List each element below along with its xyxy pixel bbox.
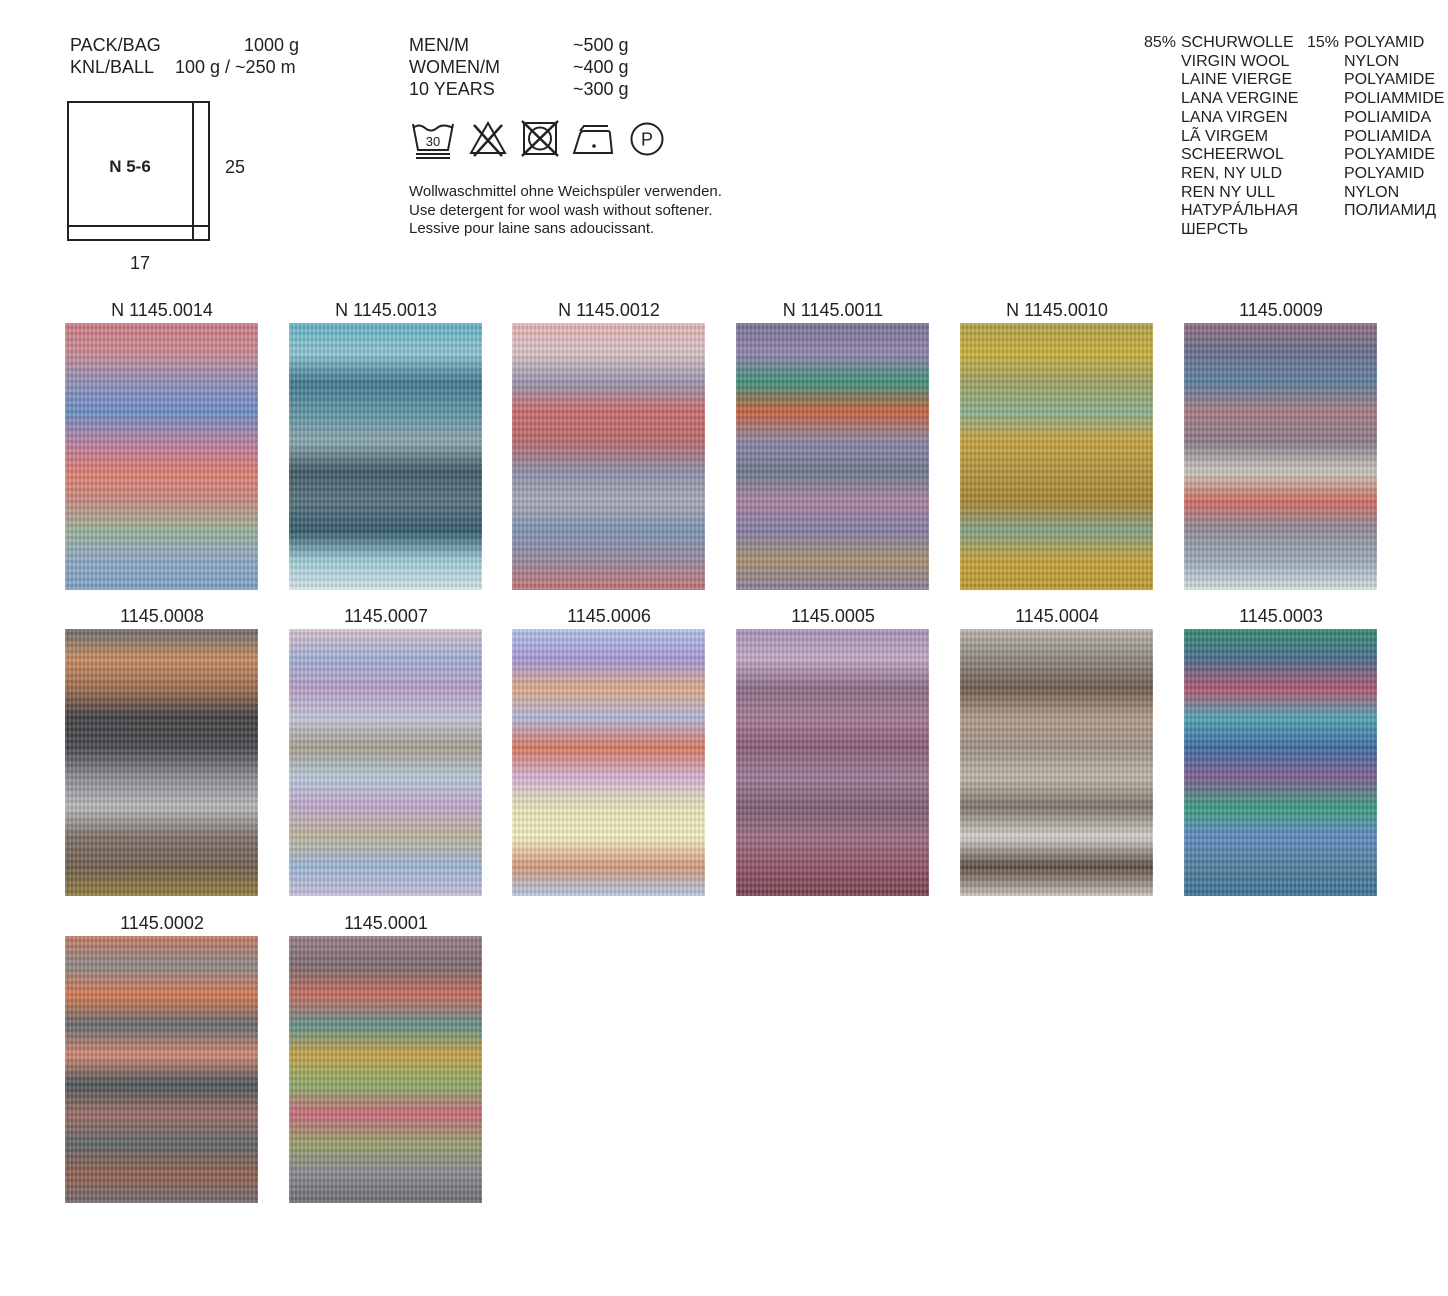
yarn-swatch-image [960, 323, 1153, 590]
poly-name: NYLON [1344, 183, 1400, 201]
wool-name: REN NY ULL [1181, 183, 1275, 201]
poly-name: POLYAMIDE [1344, 71, 1435, 89]
yarn-swatch-image [1184, 629, 1377, 896]
wool-percent: 85% [1144, 34, 1177, 51]
poly-name: POLIAMMIDE [1344, 90, 1445, 108]
consumption-value: ~500 g [573, 35, 629, 55]
poly-name: POLIAMIDA [1344, 127, 1432, 145]
yarn-swatch-image [289, 629, 482, 896]
instruction-line-en: Use detergent for wool wash without softener. [409, 201, 713, 219]
wool-name: LANA VIRGEN [1181, 108, 1288, 126]
yarn-swatch-image [289, 936, 482, 1203]
ball-label: KNL/BALL [70, 57, 155, 77]
knit-texture [65, 323, 258, 590]
wool-name: REN, NY ULD [1181, 164, 1283, 182]
knit-texture [736, 629, 929, 896]
no-tumble-dry-icon [520, 120, 560, 158]
knit-texture [960, 629, 1153, 896]
swatch-code: 1145.0002 [120, 913, 204, 933]
consumption-label: MEN/M [409, 35, 469, 55]
swatch-code: 1145.0007 [344, 606, 428, 626]
swatch-code: N 1145.0012 [558, 300, 660, 320]
yarn-swatch-image [736, 323, 929, 590]
poly-name: POLYAMID [1344, 164, 1425, 182]
needle-size: N 5-6 [109, 157, 151, 176]
gauge-rows: 25 [225, 157, 246, 177]
swatch-code: N 1145.0014 [111, 300, 213, 320]
swatch-code: N 1145.0010 [1006, 300, 1108, 320]
wool-name: ШЕРСТЬ [1181, 221, 1249, 239]
knit-texture [512, 629, 705, 896]
wash-temperature: 30 [425, 134, 441, 149]
poly-name: POLYAMID [1344, 34, 1425, 51]
consumption-value: ~400 g [573, 57, 629, 77]
knit-texture [960, 323, 1153, 590]
ball-row [70, 56, 296, 78]
swatch-code: 1145.0003 [1239, 606, 1323, 626]
knit-texture [1184, 629, 1377, 896]
poly-name: ПОЛИАМИД [1344, 202, 1437, 220]
wool-name: VIRGIN WOOL [1181, 52, 1290, 70]
wool-name: LÃ VIRGEM [1181, 127, 1269, 145]
poly-name: NYLON [1344, 52, 1400, 70]
knit-texture [289, 323, 482, 590]
gauge-swatch-diagram [67, 101, 210, 241]
knit-texture [289, 629, 482, 896]
pack-bag-label: PACK/BAG [70, 35, 161, 55]
swatch-code: 1145.0006 [567, 606, 651, 626]
dry-clean-p-icon [628, 120, 666, 158]
swatch-code: N 1145.0011 [782, 300, 884, 320]
wash-instructions [409, 183, 722, 239]
swatch-code: 1145.0008 [120, 606, 204, 626]
knit-texture [736, 323, 929, 590]
yarn-swatch-image [960, 629, 1153, 896]
yarn-swatch-image [65, 323, 258, 590]
yarn-swatch-image [736, 629, 929, 896]
swatch-code: 1145.0009 [1239, 300, 1323, 320]
gauge-stitches: 17 [130, 253, 151, 273]
yarn-swatch-image [512, 629, 705, 896]
swatch-code: 1145.0005 [791, 606, 875, 626]
consumption-row [409, 34, 629, 56]
consumption-row [409, 56, 629, 78]
swatch-code: N 1145.0013 [335, 300, 437, 320]
swatch-code: 1145.0001 [344, 913, 428, 933]
instruction-line-de: Wollwaschmittel ohne Weichspüler verwenden. [409, 183, 722, 200]
yarn-swatch-image [1184, 323, 1377, 590]
no-bleach-icon [468, 120, 508, 158]
knit-texture [65, 936, 258, 1203]
knit-texture [289, 936, 482, 1203]
instruction-line-fr: Lessive pour laine sans adoucissant. [409, 220, 655, 237]
wool-name: LAINE VIERGE [1181, 71, 1293, 89]
gauge-horizontal-line [67, 225, 208, 227]
wool-name: НАТУРÁЛЬНАЯ [1181, 202, 1299, 220]
yarn-swatch-image [289, 323, 482, 590]
yarn-swatch-image [512, 323, 705, 590]
consumption-label: WOMEN/M [409, 57, 500, 77]
consumption-row [409, 78, 629, 100]
wool-name: SCHEERWOL [1181, 146, 1284, 164]
knit-texture [512, 323, 705, 590]
dry-clean-letter: P [640, 129, 654, 150]
wash-30-gentle-icon [410, 120, 456, 162]
knit-texture [1184, 323, 1377, 590]
pack-bag-row [70, 34, 300, 56]
consumption-value: ~300 g [573, 79, 629, 99]
consumption-label: 10 YEARS [409, 79, 495, 99]
swatch-code: 1145.0004 [1015, 606, 1099, 626]
yarn-swatch-image [65, 629, 258, 896]
pack-bag-value: 1000 g [244, 35, 300, 55]
iron-low-icon [572, 120, 616, 158]
poly-name: POLIAMIDA [1344, 108, 1432, 126]
poly-name: POLYAMIDE [1344, 146, 1435, 164]
wool-name: LANA VERGINE [1181, 90, 1299, 108]
wool-names [1181, 34, 1298, 240]
poly-percent: 15% [1307, 34, 1340, 51]
wool-name: SCHURWOLLE [1181, 34, 1294, 51]
ball-value: 100 g / ~250 m [175, 57, 296, 77]
knit-texture [65, 629, 258, 896]
pack-info [70, 34, 300, 78]
poly-names [1344, 34, 1444, 221]
consumption-table [409, 34, 629, 100]
yarn-swatch-image [65, 936, 258, 1203]
